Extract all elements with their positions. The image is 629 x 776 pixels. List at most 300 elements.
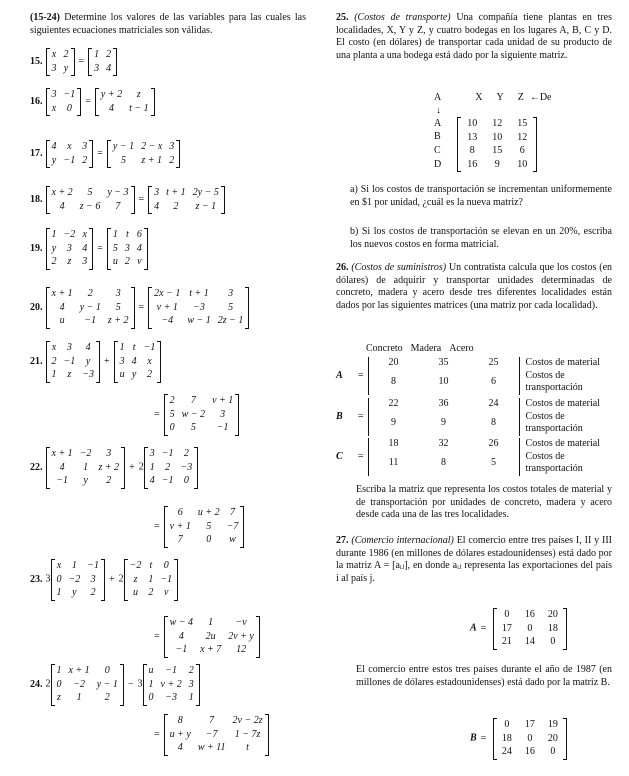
problem-24 (30, 664, 200, 706)
matrix-cell: x (56, 560, 62, 571)
matrix-cell: 0 (504, 609, 510, 620)
equals-sign: = (154, 408, 160, 420)
matrix-cell: x (147, 355, 152, 367)
matrix-middle (124, 559, 179, 601)
problem-number: 15. (30, 55, 43, 67)
matrix-cell: 4 (177, 742, 183, 753)
matrix-cell: 4 (82, 242, 88, 254)
matrix-cell: 12 (517, 131, 528, 143)
operator: + (109, 573, 115, 585)
matrix-cell: 1 (148, 678, 154, 690)
matrix-cell: 0 (163, 560, 169, 571)
scalar: 2 (138, 461, 144, 473)
matrix-cell: t (149, 560, 153, 571)
matrix-cell: 2y − 5 (192, 187, 219, 198)
problem-number: 19. (30, 242, 43, 254)
matrix-result (164, 616, 260, 658)
matrix-cell: y (51, 154, 57, 166)
trade-matrix-a: A = 0 16 20 17 0 18 21 14 0 (470, 608, 567, 650)
matrix-cell: 0 (66, 102, 72, 114)
header-steel: Acero (449, 343, 474, 354)
label-transport: Costos de transportación (519, 451, 629, 476)
matrix-cell: y − 1 (96, 678, 118, 690)
matrix-name: B (336, 410, 343, 422)
operator: − (127, 678, 134, 690)
matrix-cell: −1 (87, 560, 99, 571)
problem-23 (30, 559, 178, 601)
matrix-cell: w (229, 534, 236, 545)
matrix-cell: 4 (59, 200, 65, 212)
equals-sign: = (78, 55, 85, 67)
problem-text: El comercio entre tres países I, II y III durante 1986 (en millones de dólares estadounidenses) está dado por la matriz A = [aᵢⱼ], en donde aᵢⱼ representa las exportaciones del país i al país j. (336, 535, 612, 584)
matrix-a (493, 608, 567, 650)
operator: + (104, 355, 110, 367)
intro-text: Determine los valores de las variables para las cuales las siguientes ecuaciones matriciales son válidas. (30, 12, 306, 36)
scalar: 2 (118, 573, 124, 585)
matrix-cell: 1 (94, 49, 100, 60)
matrix-cell: 16 (524, 746, 535, 757)
matrix-left (46, 140, 94, 168)
matrix-cell: u (59, 315, 65, 326)
matrix-cell: 14 (524, 636, 535, 647)
matrix-cell: 6 (177, 507, 183, 518)
supply-headers (366, 343, 474, 356)
matrix-cell: 1 (188, 692, 194, 703)
matrix-cell: 2 (63, 49, 69, 60)
matrix-cell: 12 (492, 118, 503, 129)
matrix-left (46, 228, 94, 270)
matrix-cell: 0 (56, 678, 62, 690)
matrix-cell: 36 (438, 398, 449, 409)
matrix-cell: 0 (56, 573, 62, 585)
matrix-cell: w − 2 (181, 408, 206, 420)
cost-table (368, 357, 629, 395)
matrix-cell: x + 7 (200, 644, 222, 655)
matrix-cell: 19 (547, 719, 558, 730)
matrix-cell: 0 (169, 422, 175, 433)
problem-27 (336, 535, 612, 585)
matrix-cell: 1 (76, 692, 82, 703)
matrix-cell: z (136, 89, 141, 100)
matrix-cell: −1 (143, 342, 156, 353)
matrix-cell: −2 (68, 573, 81, 585)
problem-number: 27. (336, 535, 349, 546)
matrix-cell: 7 (209, 715, 215, 726)
label-transport: Costos de transportación (519, 411, 629, 436)
matrix-cell: −1 (56, 475, 68, 486)
header-wood: Madera (410, 343, 442, 354)
matrix-cell: 3 (188, 678, 194, 690)
question-text: b) Si los costos de transportación se elevan en un 20%, escriba los nuevos costos en forma matricial. (350, 226, 612, 250)
matrix-cell: 3 (94, 62, 100, 74)
matrix-cell: 0 (183, 475, 189, 486)
matrix-cell: y − 1 (112, 141, 135, 152)
matrix-cell: u (119, 369, 125, 380)
scalar: 2 (45, 678, 51, 690)
matrix-cell: 2 (165, 461, 171, 473)
problem-26 (336, 262, 612, 312)
matrix-cell: y − 1 (79, 301, 101, 313)
matrix-cell: 4 (131, 355, 137, 367)
matrix-cell: −3 (193, 301, 205, 313)
header-de: ←De (529, 92, 552, 103)
problem-15 (30, 48, 117, 76)
matrix-result (164, 394, 240, 436)
header-y: Y (496, 92, 504, 103)
matrix-cell: 22 (388, 398, 399, 409)
matrix-cell: 7 (229, 507, 235, 518)
matrix-cell: 2x − 1 (154, 288, 181, 299)
row-label: B (434, 131, 441, 143)
problem-text: Un contratista calcula que los costos (en dólares) de adquirir y transportar unidades determinadas de concreto, madera y acero desde tres diferentes localidades están dados por las siguientes matrices (una matriz por cada localidad). (336, 262, 613, 311)
problem-27-text2 (356, 664, 612, 689)
matrix-right (95, 88, 155, 116)
matrix-cell: 2 (90, 587, 96, 598)
equals-sign: = (357, 450, 364, 462)
cost-table (368, 438, 629, 476)
problem-title: (Costos de transporte) (354, 12, 451, 23)
matrix-cell: t (246, 742, 249, 753)
matrix-cell: 9 (494, 158, 500, 170)
problem-result (150, 714, 269, 756)
matrix-cell: x + 2 (51, 187, 73, 198)
matrix-cell: 0 (206, 534, 212, 545)
matrix-cell: 8 (391, 375, 397, 387)
matrix-cell: x (51, 49, 57, 60)
problem-16 (30, 88, 155, 116)
matrix-cell: 1 (83, 461, 89, 473)
matrix-right (148, 186, 225, 214)
matrix-cell: 3 (169, 141, 175, 152)
problem-text: El comercio entre estos tres países durante el año de 1987 (en millones de dólares estadounidenses) está dado por la matriz B. (356, 664, 612, 688)
matrix-cell: v + 1 (156, 301, 178, 313)
equals-sign: = (357, 369, 364, 381)
matrix-cell: 17 (524, 719, 535, 730)
equals-sign: = (138, 301, 145, 313)
matrix-cell: 1 (56, 665, 62, 676)
matrix-cell: t (126, 229, 129, 240)
matrix-cell: 2 (106, 475, 112, 486)
problem-number: 26. (336, 262, 349, 273)
matrix-cell: 18 (501, 732, 512, 744)
intro-label: (15-24) (30, 12, 60, 23)
equals-sign: = (154, 520, 160, 532)
matrix-cell: 2 (51, 355, 57, 367)
matrix-cell: −1 (63, 89, 76, 100)
matrix-cell: 1 (148, 573, 154, 585)
header-a: A (434, 92, 442, 103)
matrix-cell: 0 (527, 622, 533, 634)
supply-matrix-a (336, 357, 629, 395)
matrix-cell: y (51, 242, 57, 254)
matrix-cell: 2z − 1 (217, 315, 244, 326)
matrix-left (46, 88, 82, 116)
matrix-cell: 1 (51, 369, 57, 380)
matrix-cell: z − 6 (79, 200, 101, 212)
problem-number: 17. (30, 147, 43, 159)
matrix-middle (143, 664, 200, 706)
matrix-cell: 2 (173, 200, 179, 212)
matrix-cell: 20 (547, 732, 558, 744)
matrix-result (164, 714, 269, 756)
matrix-cell: 2 (147, 369, 153, 380)
matrix-cell: 0 (550, 636, 556, 647)
question-25a (336, 184, 612, 209)
matrix-cell: 10 (467, 118, 478, 129)
problem-25 (336, 12, 612, 62)
matrix-cell: 5 (120, 154, 126, 166)
matrix-cell: w + 11 (197, 742, 226, 753)
matrix-cell: 3 (124, 242, 130, 254)
matrix-cell: 2 (104, 692, 110, 703)
matrix-cell: 1 (56, 587, 62, 598)
matrix-cell: −1 (161, 475, 174, 486)
matrix-cell: 35 (438, 357, 449, 368)
label-material: Costos de material (519, 438, 629, 451)
matrix-cell: 7 (177, 534, 183, 545)
matrix-cell: 17 (501, 622, 512, 634)
transport-matrix (420, 92, 551, 172)
matrix-cell: 3 (66, 242, 72, 254)
problem-title: (Comercio internacional) (351, 535, 454, 546)
matrix-cell: u + 2 (197, 507, 220, 518)
matrix-cell: 24 (501, 746, 512, 757)
matrix-right (107, 228, 148, 270)
matrix-cell: y (72, 587, 77, 598)
matrix-name: C (336, 450, 343, 462)
matrix-cell: z − 1 (195, 200, 217, 212)
matrix-cell: t + 1 (166, 187, 186, 198)
matrix-cell: 3 (119, 355, 125, 367)
row-label: A (434, 117, 442, 129)
matrix-cell: 0 (527, 732, 533, 744)
matrix-cell: x + 1 (51, 288, 73, 299)
problem-number: 20. (30, 301, 43, 313)
matrix-cell: 5 (228, 301, 234, 313)
label-transport: Costos de transportación (519, 370, 629, 395)
matrix-cell: 12 (236, 644, 247, 655)
matrix-left (46, 48, 75, 76)
matrix-left (46, 447, 126, 489)
matrix-name: A (336, 369, 343, 381)
header-concrete: Concreto (366, 343, 403, 354)
matrix-cell: −2 (79, 448, 92, 459)
problem-18 (30, 186, 225, 214)
matrix-cell: 4 (108, 102, 114, 114)
matrix-cell: 4 (178, 630, 184, 642)
matrix-cell: 5 (190, 422, 196, 433)
matrix-cell: 3 (154, 187, 160, 198)
matrix-left (46, 186, 135, 214)
matrix-cell: 20 (547, 609, 558, 620)
matrix-right (107, 140, 180, 168)
row-label: C (434, 145, 441, 157)
equals-sign: = (357, 410, 364, 422)
matrix-cell: −1 (161, 448, 174, 459)
matrix-cell: 8 (441, 456, 447, 468)
question-text: Escriba la matriz que representa los costos totales de material y de transportación por unidades de concreto, madera y acero desde cada una de las tres localidades. (356, 484, 612, 520)
matrix-cell: z (133, 573, 138, 585)
matrix-cell: w − 1 (187, 315, 211, 326)
scalar: 3 (137, 678, 143, 690)
matrix-cell: 8 (469, 145, 475, 156)
matrix-cell: 5 (491, 456, 497, 468)
matrix-cell: 10 (517, 158, 528, 170)
matrix-cell: 8 (491, 416, 497, 428)
matrix-cell: z (67, 369, 72, 380)
problem-number: 25. (336, 12, 349, 23)
matrix-cell: 2 (169, 395, 175, 406)
matrix-cell: 11 (388, 456, 399, 468)
matrix-cell: −7 (226, 520, 239, 532)
matrix-cell: 4 (59, 461, 65, 473)
matrix-cell: 20 (388, 357, 399, 368)
problem-text: Una compañía tiene plantas en tres localidades, X, Y y Z, y cuatro bodegas en los lugares A, B, C y D. El costo (en dólares) de transportar cada unidad de su producto de una planta a una bodega está dado por la siguiente matriz. (336, 12, 612, 61)
problem-result (150, 616, 260, 658)
matrix-cell: 2 (82, 154, 88, 166)
equals-sign: = (154, 630, 160, 642)
matrix-cell: 2u (205, 630, 216, 642)
matrix-cell: u (112, 256, 118, 267)
matrix-cell: 10 (438, 375, 449, 387)
matrix-cell: x + 1 (68, 665, 90, 676)
matrix-cell: u (133, 587, 139, 598)
matrix-cell: −2 (63, 229, 76, 240)
matrix-left (46, 287, 135, 329)
matrix-cell: 5 (112, 242, 118, 254)
matrix-cell: v + 2 (160, 678, 182, 690)
matrix-cell: −1 (165, 665, 177, 676)
row-label: D (434, 158, 442, 170)
matrix-cell: 2 (169, 154, 175, 166)
matrix-cell: 6 (136, 229, 142, 240)
matrix-cell: 2 (51, 256, 57, 267)
matrix-cell: x (82, 229, 87, 240)
matrix-cell: 5 (115, 301, 121, 313)
matrix-cell: v + 1 (169, 520, 191, 532)
matrix-b (493, 718, 567, 760)
supply-matrix-b (336, 398, 629, 436)
matrix-left (51, 559, 106, 601)
problem-result (150, 394, 239, 436)
matrix-cell: −3 (165, 692, 177, 703)
matrix-cell: y (131, 369, 137, 380)
matrix-cell: v (164, 587, 169, 598)
matrix-cell: 1 − 7z (234, 728, 261, 740)
matrix-cell: u + y (169, 728, 191, 740)
matrix-cell: 3 (149, 448, 155, 459)
matrix-cell: v (137, 256, 142, 267)
matrix-cell: z + 2 (98, 461, 120, 473)
matrix-cell: −7 (205, 728, 218, 740)
matrix-cell: 4 (59, 301, 65, 313)
matrix-middle (114, 341, 162, 383)
matrix-cell: z + 2 (107, 315, 129, 326)
header-z: Z (517, 92, 524, 103)
cost-matrix (457, 117, 537, 172)
operator: + (129, 461, 135, 473)
problem-number: 21. (30, 355, 43, 367)
matrix-cell: 10 (492, 131, 503, 143)
matrix-cell: 1 (71, 560, 77, 571)
matrix-cell: 1 (112, 229, 118, 240)
matrix-left (46, 341, 101, 383)
matrix-cell: −v (235, 617, 247, 628)
matrix-cell: y + 2 (100, 89, 123, 100)
matrix-cell: w − 4 (169, 617, 194, 628)
matrix-cell: 4 (85, 342, 91, 353)
matrix-cell: 3 (51, 89, 57, 100)
matrix-cell: 3 (115, 288, 121, 299)
matrix-cell: x (51, 102, 57, 114)
matrix-cell: x (67, 141, 72, 152)
matrix-cell: 5 (169, 408, 175, 420)
matrix-cell: −1 (175, 644, 188, 655)
label-material: Costos de material (519, 398, 629, 411)
problem-20 (30, 287, 249, 329)
matrix-cell: 24 (488, 398, 499, 409)
matrix-cell: y (85, 355, 91, 367)
equals-sign: = (97, 242, 103, 254)
matrix-cell: 3 (82, 141, 88, 152)
intro (30, 12, 306, 37)
matrix-cell: 0 (104, 665, 110, 676)
matrix-right (88, 48, 117, 76)
matrix-cell: 0 (550, 746, 556, 757)
matrix-cell: 16 (524, 609, 535, 620)
matrix-cell: 18 (547, 622, 558, 634)
equals-sign: = (85, 95, 91, 107)
matrix-cell: 1 (119, 342, 125, 353)
matrix-cell: 3 (106, 448, 112, 459)
matrix-cell: v + 1 (212, 395, 234, 406)
matrix-cell: 1 (208, 617, 214, 628)
matrix-cell: 8 (177, 715, 183, 726)
matrix-cell: 5 (87, 187, 93, 198)
matrix-cell: 15 (517, 118, 528, 129)
matrix-cell: 2 (87, 288, 93, 299)
matrix-cell: 3 (82, 256, 88, 267)
matrix-cell: y − 3 (107, 187, 129, 198)
matrix-cell: 9 (391, 416, 397, 428)
problem-22 (30, 447, 198, 489)
matrix-cell: z (67, 256, 72, 267)
matrix-left (51, 664, 124, 706)
matrix-cell: t + 1 (189, 288, 209, 299)
scalar: 3 (45, 573, 51, 585)
problem-21 (30, 341, 161, 383)
problem-number: 18. (30, 193, 43, 205)
matrix-cell: 2v + y (228, 630, 254, 642)
matrix-cell: 5 (206, 520, 212, 532)
matrix-cell: 3 (90, 573, 96, 585)
matrix-cell: t (132, 342, 136, 353)
matrix-cell: z + 1 (141, 154, 162, 166)
matrix-cell: −4 (161, 315, 174, 326)
equals-sign: = (138, 193, 145, 205)
problem-number: 16. (30, 95, 43, 107)
equals-sign: = (154, 728, 160, 740)
matrix-cell: −2 (73, 678, 85, 690)
matrix-cell: y (63, 62, 69, 74)
matrix-cell: 2 (148, 587, 154, 598)
matrix-cell: 6 (491, 375, 497, 387)
matrix-cell: 0 (504, 719, 510, 730)
problem-19 (30, 228, 148, 270)
problem-number: 23. (30, 573, 43, 585)
matrix-cell: z (57, 692, 61, 703)
question-26 (356, 484, 612, 522)
